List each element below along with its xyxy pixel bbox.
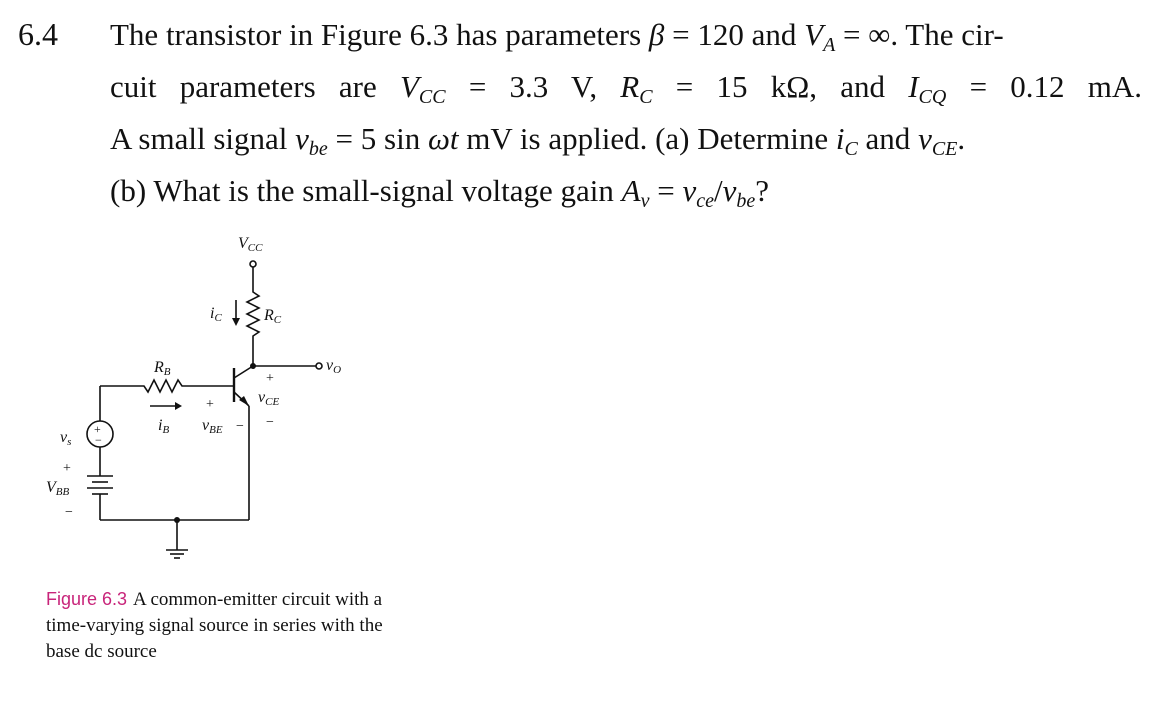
vce-subscript: CE — [931, 138, 958, 160]
problem-line-3 — [110, 118, 1142, 170]
rc-symbol: R — [620, 69, 640, 104]
ratio-slash: / — [714, 173, 723, 208]
vs-plus: + — [94, 422, 101, 436]
line3-text: A small signal — [110, 121, 296, 156]
line3-and: and — [857, 121, 919, 156]
vbb-plus: + — [63, 461, 71, 476]
rc-subscript: C — [639, 86, 653, 108]
ib-arrowhead — [175, 402, 182, 410]
line3-period: . — [957, 121, 966, 156]
vs-label: vs — [60, 429, 72, 448]
vs-minus: − — [95, 433, 102, 447]
problem-statement — [110, 14, 1142, 222]
beta-value: = 120 and — [664, 17, 805, 52]
ic-label: iC — [210, 305, 222, 324]
vbe-small-symbol: v — [722, 173, 737, 208]
vce-plus: + — [266, 371, 274, 386]
rb-resistor — [100, 380, 186, 392]
vo-label: vO — [326, 357, 342, 376]
line1-text: The transistor in Figure 6.3 has parameters — [110, 17, 649, 52]
icq-symbol: I — [908, 69, 919, 104]
vbe-subscript: be — [308, 138, 328, 160]
vce-symbol: v — [918, 121, 932, 156]
omega-t: ωt — [427, 121, 459, 156]
rc-resistor — [247, 288, 259, 366]
av-symbol: A — [621, 173, 641, 208]
rb-label: RB — [154, 359, 171, 378]
vo-terminal — [316, 363, 322, 369]
vce-minus: − — [266, 415, 274, 430]
vcc-terminal — [250, 261, 256, 267]
rc-label: RC — [264, 307, 282, 326]
problem-line-4 — [110, 170, 1142, 222]
va-symbol: V — [804, 17, 824, 52]
icq-subscript: CQ — [918, 86, 947, 108]
line4-text: (b) What is the small-signal voltage gain — [110, 173, 622, 208]
av-subscript: v — [640, 190, 650, 212]
vbe-value: = 5 sin — [327, 121, 428, 156]
vce-small-symbol: v — [682, 173, 697, 208]
circuit-diagram — [30, 220, 390, 580]
caption-label: Figure 6.3 — [46, 589, 128, 609]
vcc-value: = 3.3 V, — [445, 69, 621, 104]
ground-node — [174, 517, 180, 523]
circuit-figure — [30, 220, 390, 580]
vcc-symbol: V — [399, 69, 419, 104]
problem-line-2 — [110, 66, 1142, 118]
beta-symbol: β — [648, 17, 665, 52]
vbe-plus: + — [206, 397, 214, 412]
vce-small-subscript: ce — [696, 190, 715, 212]
line2-text: cuit parameters are — [110, 69, 400, 104]
vbb-minus: − — [65, 505, 73, 520]
collector-node — [250, 363, 256, 369]
figure-caption — [46, 586, 386, 665]
problem-number: 6.4 — [18, 16, 58, 52]
ic-arrowhead — [232, 318, 240, 326]
ib-label: iB — [158, 417, 170, 436]
icq-value: = 0.12 mA. — [946, 69, 1142, 104]
va-subscript: A — [823, 34, 836, 56]
question-mark: ? — [755, 173, 770, 208]
vbe-symbol: v — [295, 121, 309, 156]
vce-label: vCE — [258, 389, 280, 408]
vcc-subscript: CC — [418, 86, 446, 108]
ic-subscript: C — [844, 138, 858, 160]
vcc-label: VCC — [238, 235, 263, 254]
va-value: = ∞. The cir- — [835, 17, 1004, 52]
collector-lead — [234, 366, 253, 378]
vbe-small-subscript: be — [736, 190, 756, 212]
vbb-label: VBB — [46, 479, 70, 498]
ic-symbol: i — [835, 121, 845, 156]
rc-value: = 15 kΩ, and — [652, 69, 909, 104]
problem-line-1 — [110, 14, 1142, 66]
caption-text: A common-emitter circuit with a time-varying signal source in series with the base dc source — [46, 589, 383, 662]
av-equals: = — [649, 173, 683, 208]
vbe-label: vBE — [202, 417, 223, 436]
line3-text-2: mV is applied. (a) Determine — [458, 121, 836, 156]
vbe-minus: − — [236, 419, 244, 434]
